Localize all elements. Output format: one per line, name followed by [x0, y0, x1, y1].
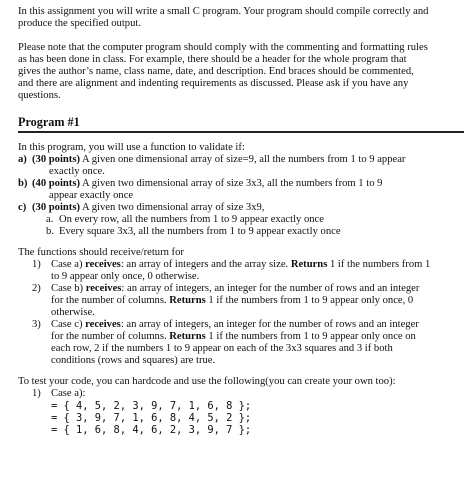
intro-paragraph — [18, 6, 464, 30]
part-marker: b) — [18, 178, 28, 189]
task-part-c — [18, 202, 464, 238]
function-item-2 — [32, 283, 464, 319]
code-line: = { 1, 6, 8, 4, 6, 2, 3, 9, 7 }; — [51, 424, 252, 436]
task-intro: In this program, you will use a function to validate if: — [18, 142, 245, 153]
part-text-cont: exactly once. — [49, 166, 105, 177]
function-text: to 9 appear only once, 0 otherwise. — [51, 271, 200, 282]
sub-marker: a. — [46, 214, 54, 225]
function-text: : an array of integers, an integer for the number of rows and an integer — [120, 319, 419, 330]
task-part-b — [18, 178, 464, 202]
function-text: conditions (rows and squares) are true. — [51, 355, 216, 366]
function-item-1 — [32, 259, 464, 283]
function-marker: 3) — [32, 319, 41, 330]
part-points: (30 points) — [32, 154, 80, 165]
test-case-label: Case a): — [51, 388, 86, 399]
returns-keyword: Returns — [169, 295, 206, 306]
part-marker: c) — [18, 202, 27, 213]
part-points: (30 points) — [32, 202, 80, 213]
function-item-3 — [32, 319, 464, 367]
functions-section — [18, 247, 464, 367]
testing-intro: To test your code, you can hardcode and use the following(you can create your own too): — [18, 376, 396, 387]
sub-marker: b. — [46, 226, 54, 237]
task-part-a — [18, 154, 464, 178]
case-label: Case a) — [51, 259, 86, 270]
part-text: A given two dimensional array of size 3x9, — [79, 202, 265, 213]
sub-item-a — [46, 214, 464, 226]
function-text: otherwise. — [51, 307, 95, 318]
receives-keyword: receives — [85, 283, 122, 294]
receives-keyword: receives — [85, 319, 121, 330]
part-text: A given one dimensional array of size=9, all the numbers from 1 to 9 appear — [79, 154, 406, 165]
function-text: 1 if the numbers from 1 to 9 appear only once on — [205, 331, 416, 342]
testing-section — [18, 376, 464, 436]
intro-line: In this assignment you will write a small C program. Your program should compile correctly and — [18, 6, 429, 17]
notes-line: and there are alignment and indenting requirements as discussed. Please ask if you have any — [18, 78, 409, 89]
code-line: = { 4, 5, 2, 3, 9, 7, 1, 6, 8 }; — [51, 400, 252, 412]
functions-intro: The functions should receive/return for — [18, 247, 184, 258]
code-line: = { 3, 9, 7, 1, 6, 8, 4, 5, 2 }; — [51, 412, 252, 424]
function-marker: 1) — [32, 259, 41, 270]
function-text: : an array of integers and the array size. — [120, 259, 291, 270]
function-text: 1 if the numbers from 1 — [327, 259, 431, 270]
function-text: 1 if the numbers from 1 to 9 appear only once, 0 — [205, 295, 414, 306]
returns-keyword: Returns — [169, 331, 206, 342]
heading-rule — [18, 131, 464, 133]
function-text: for the number of columns. — [51, 331, 170, 342]
test-case-marker: 1) — [32, 388, 41, 399]
notes-line: as has been done in class. For example, there should be a header for the whole program that — [18, 54, 407, 65]
sub-text: Every square 3x3, all the numbers from 1 to 9 appear exactly once — [59, 226, 341, 237]
receives-keyword: receives — [85, 259, 121, 270]
function-text: each row, 2 if the numbers 1 to 9 appear on each of the 3x3 squares and 3 if both — [51, 343, 393, 354]
part-text: A given two dimensional array of size 3x3, all the numbers from 1 to 9 — [79, 178, 383, 189]
case-label: Case c) — [51, 319, 86, 330]
sub-text: On every row, all the numbers from 1 to 9 appear exactly once — [59, 214, 324, 225]
program-heading: Program #1 — [18, 115, 80, 129]
program-heading-block — [18, 115, 464, 133]
function-text: : an array of integers, an integer for the number of rows and an integer — [121, 283, 420, 294]
test-case-a — [32, 388, 464, 400]
returns-keyword: Returns — [290, 259, 328, 270]
notes-paragraph — [18, 42, 464, 102]
function-marker: 2) — [32, 283, 41, 294]
part-text-cont: appear exactly once — [49, 190, 134, 201]
part-marker: a) — [18, 154, 27, 165]
part-points: (40 points) — [32, 178, 80, 189]
notes-line: Please note that the computer program should comply with the commenting and formatting rules — [18, 42, 428, 53]
part-c-sublist — [32, 214, 464, 238]
notes-line: gives the author’s name, class name, date, and description. End braces should be commented, — [18, 66, 414, 77]
task-section — [18, 142, 464, 238]
notes-line: questions. — [18, 90, 61, 101]
sub-item-b — [46, 226, 464, 238]
intro-line: produce the specified output. — [18, 18, 141, 29]
case-label: Case b) — [51, 283, 86, 294]
function-text: for the number of columns. — [51, 295, 170, 306]
